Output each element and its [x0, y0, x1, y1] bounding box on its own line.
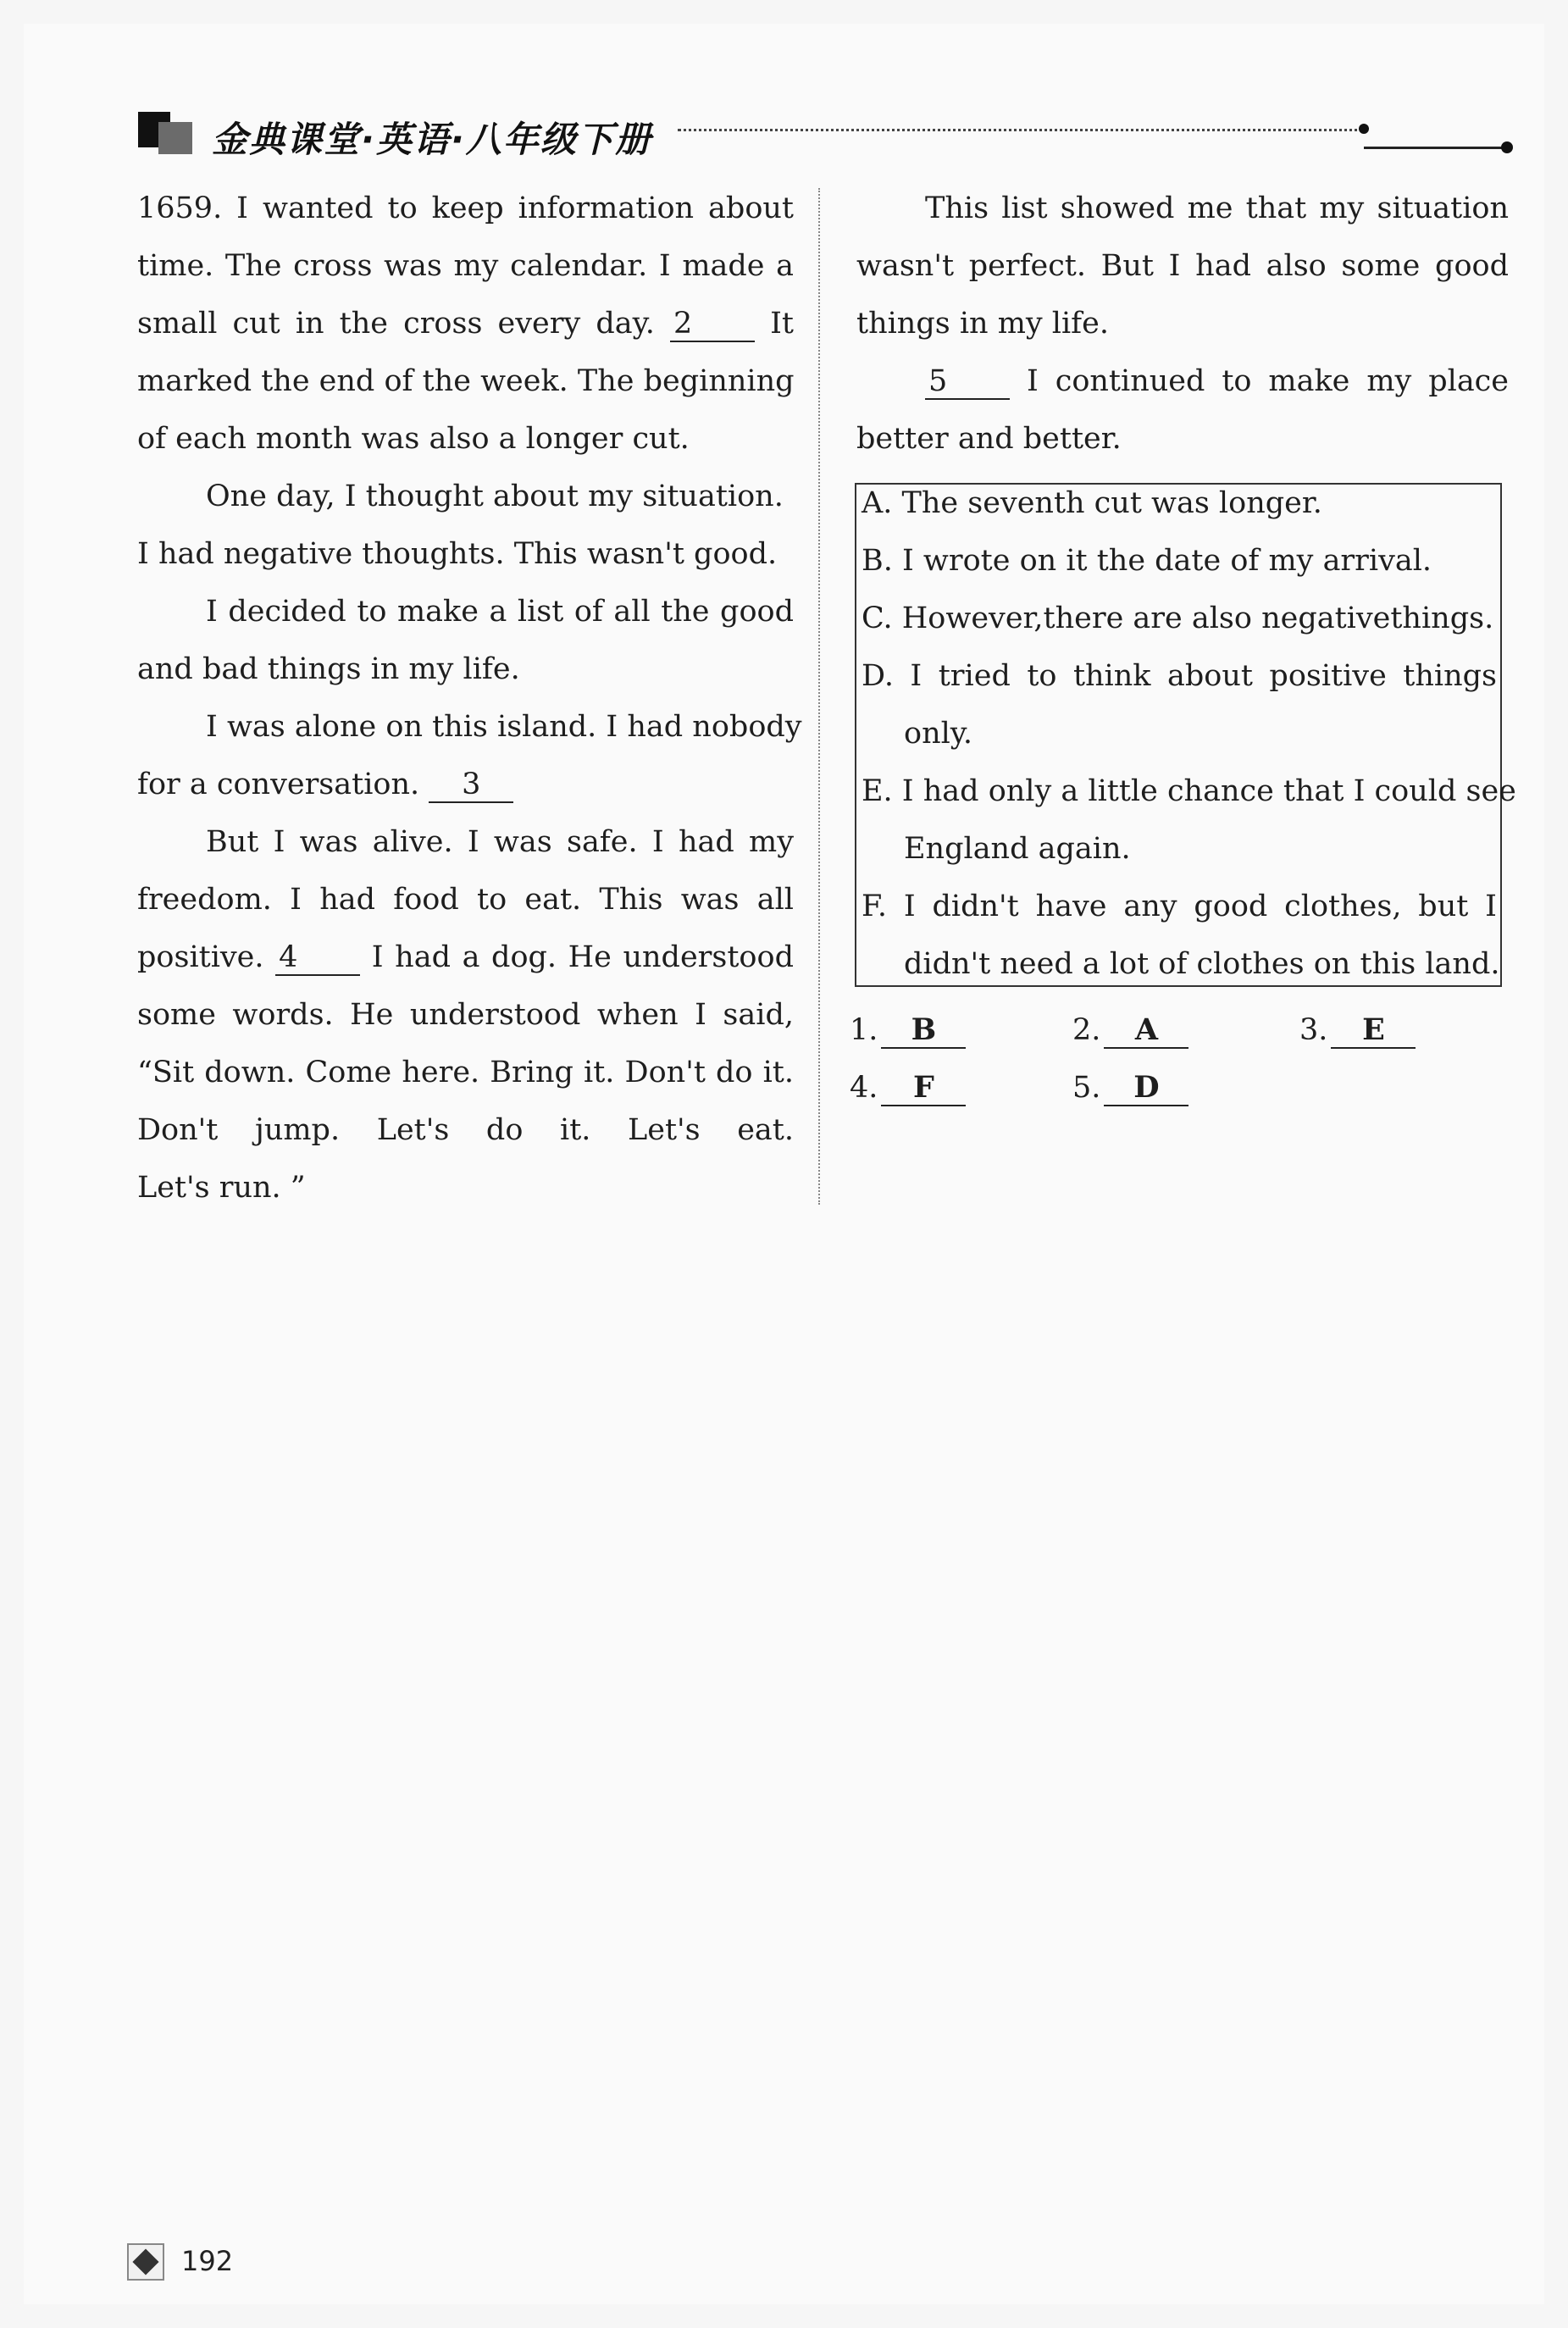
text-line: “Sit down. Come here. Bring it. Don't do it. — [137, 1056, 794, 1089]
answer-number: 5. — [1072, 1071, 1101, 1105]
text-line-with-blank — [856, 352, 1509, 410]
text-line: marked the end of the week. The beginning — [137, 364, 795, 398]
answer-number: 3. — [1299, 1013, 1328, 1047]
header-dot — [1359, 124, 1369, 134]
header-solid-rule — [1364, 147, 1508, 149]
text-line: and bad things in my life. — [137, 652, 520, 686]
text-line: time. The cross was my calendar. I made a — [137, 249, 794, 283]
text-line: freedom. I had food to eat. This was all — [137, 883, 794, 917]
text-line: One day, I thought about my situation. — [206, 479, 784, 513]
blank-3: 3 — [429, 768, 513, 803]
answer-value: B — [881, 1013, 966, 1049]
text-line: I had negative thoughts. This wasn't good. — [137, 537, 778, 571]
text-span: I had a dog. He understood — [371, 940, 794, 974]
text-line: This list showed me that my situation — [925, 191, 1509, 225]
text-line-with-blank — [137, 295, 794, 352]
answer-value: F — [881, 1071, 966, 1106]
text-line: of each month was also a longer cut. — [137, 422, 690, 456]
option-b: B. I wrote on it the date of my arrival. — [862, 544, 1432, 578]
text-span: for a conversation. — [137, 768, 420, 801]
text-line: some words. He understood when I said, — [137, 998, 794, 1032]
text-span: I continued to make my place — [1026, 364, 1509, 398]
answer-number: 4. — [850, 1071, 878, 1105]
text-line: I decided to make a list of all the good — [206, 595, 794, 629]
column-divider — [818, 188, 820, 1205]
diamond-icon — [127, 2243, 164, 2281]
text-span: small cut in the cross every day. — [137, 307, 655, 341]
text-line-with-blank — [137, 756, 794, 813]
header-title: 金典课堂·英语·八年级下册 — [212, 119, 652, 160]
blank-2: 2 — [670, 307, 755, 342]
answer-number: 1. — [850, 1013, 878, 1047]
option-d-cont: only. — [904, 717, 973, 751]
option-a: A. The seventh cut was longer. — [862, 486, 1322, 520]
header-dotted-rule — [678, 129, 1364, 131]
text-line-with-blank — [137, 928, 794, 986]
page-number: 192 — [181, 2245, 234, 2277]
answer-value: E — [1331, 1013, 1416, 1049]
text-line: better and better. — [856, 422, 1122, 456]
text-line: 1659. I wanted to keep information about — [137, 191, 794, 225]
text-line: wasn't perfect. But I had also some good — [856, 249, 1509, 283]
option-c: C. However,there are also negativethings. — [862, 601, 1494, 635]
answer-5 — [1072, 1059, 1188, 1117]
option-d: D. I tried to think about positive things — [862, 659, 1497, 693]
option-e-cont: England again. — [904, 832, 1131, 866]
text-line: I was alone on this island. I had nobody — [206, 710, 802, 744]
answer-3 — [1299, 1001, 1416, 1059]
answer-2 — [1072, 1001, 1188, 1059]
text-span: It — [770, 307, 794, 341]
answer-1 — [850, 1001, 966, 1059]
answer-number: 2. — [1072, 1013, 1101, 1047]
text-line: things in my life. — [856, 307, 1109, 341]
option-f-cont: didn't need a lot of clothes on this land. — [904, 947, 1500, 981]
answer-4 — [850, 1059, 966, 1117]
blank-4: 4 — [275, 940, 360, 976]
option-f: F. I didn't have any good clothes, but I — [862, 890, 1497, 923]
option-e: E. I had only a little chance that I could see — [862, 774, 1516, 808]
answer-value: D — [1104, 1071, 1188, 1106]
text-line: Don't jump. Let's do it. Let's eat. — [137, 1113, 794, 1147]
text-line: But I was alive. I was safe. I had my — [206, 825, 794, 859]
blank-5: 5 — [925, 364, 1010, 400]
header-logo-mark — [138, 112, 192, 154]
text-span: positive. — [137, 940, 264, 974]
header-dot-end — [1501, 141, 1513, 153]
answer-value: A — [1104, 1013, 1188, 1049]
text-line: Let's run. ” — [137, 1171, 306, 1205]
